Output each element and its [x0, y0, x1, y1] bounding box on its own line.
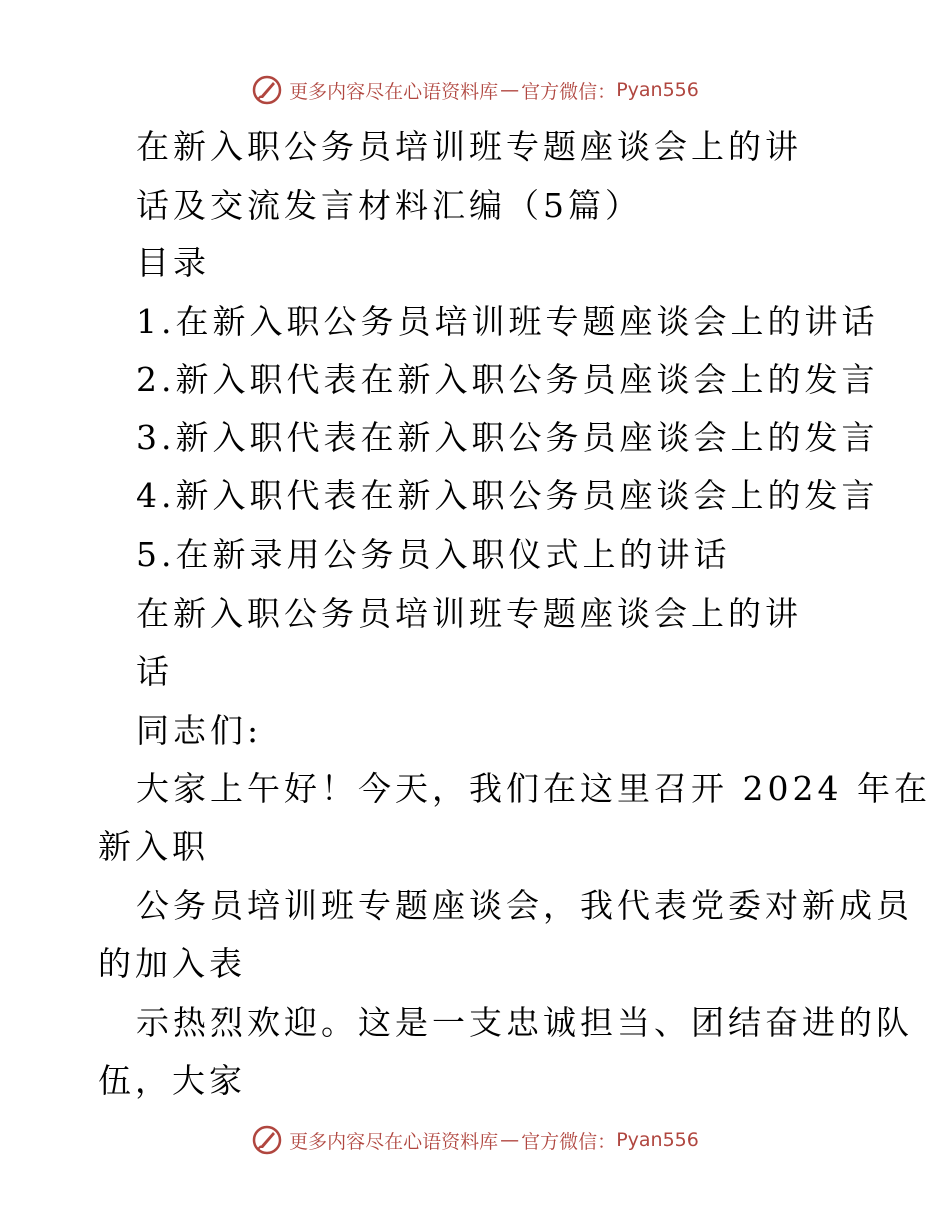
body-line: 示热烈欢迎。这是一支忠诚担当、团结奋进的队: [136, 1003, 913, 1042]
toc-item: 2.新入职代表在新入职公务员座谈会上的发言: [136, 360, 879, 399]
banner-wechat-id: Pyan556: [616, 79, 699, 101]
banner-wechat-label: 官方微信：: [521, 80, 617, 103]
feather-pen-logo-icon: [251, 1124, 283, 1156]
document-title-line-2: 话及交流发言材料汇编（5篇）: [136, 186, 642, 225]
body-line: 大家上午好！今天，我们在这里召开 2024 年在: [136, 769, 931, 808]
banner-separator: —: [500, 79, 520, 101]
body-line: 的加入表: [98, 944, 246, 983]
toc-item: 1.在新入职公务员培训班专题座谈会上的讲话: [136, 302, 879, 341]
banner-wechat-label: 官方微信：: [521, 1130, 617, 1153]
feather-pen-logo-icon: [251, 74, 283, 106]
banner-separator: —: [500, 1129, 520, 1151]
toc-item: 3.新入职代表在新入职公务员座谈会上的发言: [136, 418, 879, 457]
header-banner: [0, 70, 950, 110]
section-title-line-2: 话: [136, 652, 173, 691]
body-line: 公务员培训班专题座谈会，我代表党委对新成员: [136, 886, 913, 925]
toc-item: 5.在新录用公务员入职仪式上的讲话: [136, 535, 731, 574]
salutation: 同志们:: [136, 711, 263, 750]
footer-banner: [0, 1120, 950, 1160]
body-line: 伍，大家: [98, 1061, 246, 1100]
toc-item: 4.新入职代表在新入职公务员座谈会上的发言: [136, 476, 879, 515]
banner-brand: 更多内容尽在心语资料库: [289, 1130, 499, 1153]
body-line: 新入职: [98, 827, 209, 866]
banner-wechat-id: Pyan556: [616, 1129, 699, 1151]
section-title-line-1: 在新入职公务员培训班专题座谈会上的讲: [136, 594, 802, 633]
toc-heading: 目录: [136, 243, 210, 282]
banner-brand: 更多内容尽在心语资料库: [289, 80, 499, 103]
document-title-line-1: 在新入职公务员培训班专题座谈会上的讲: [136, 127, 802, 166]
